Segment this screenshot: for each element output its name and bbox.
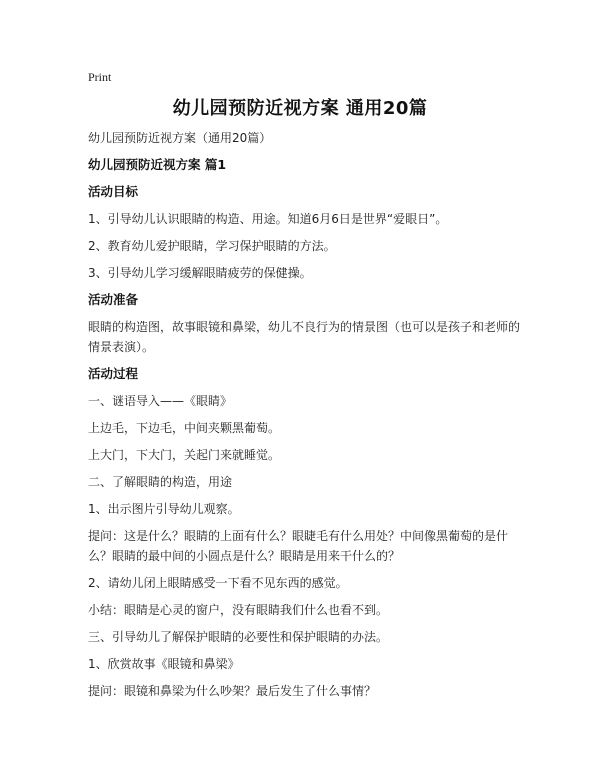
body-paragraph: 1、欣赏故事《眼镜和鼻梁》 <box>88 657 240 671</box>
subtitle-paragraph: 幼儿园预防近视方案（通用20篇） <box>88 131 272 145</box>
document-body <box>88 128 528 708</box>
body-paragraph: 上边毛，下边毛，中间夹颗黑葡萄。 <box>88 421 281 435</box>
section-heading: 活动过程 <box>88 366 139 381</box>
body-paragraph: 小结：眼睛是心灵的窗户，没有眼睛我们什么也看不到。 <box>88 603 389 617</box>
body-paragraph: 3、引导幼儿学习缓解眼睛疲劳的保健操。 <box>88 266 312 280</box>
section-heading: 活动准备 <box>88 292 139 307</box>
body-paragraph: 一、谜语导入——《眼睛》 <box>88 394 233 408</box>
body-paragraph: 2、请幼儿闭上眼睛感受一下看不见东西的感觉。 <box>88 576 348 590</box>
body-paragraph: 提问：这是什么？眼睛的上面有什么？眼睫毛有什么用处？中间像黑葡萄的是什么？眼睛的最中间的小圆点是什么？眼睛是用来干什么的？ <box>88 529 509 563</box>
body-paragraph: 提问：眼镜和鼻梁为什么吵架？最后发生了什么事情？ <box>88 684 377 698</box>
body-paragraph: 二、了解眼睛的构造，用途 <box>88 475 233 489</box>
section-heading: 幼儿园预防近视方案 篇1 <box>88 157 227 172</box>
body-paragraph: 眼睛的构造图，故事眼镜和鼻梁，幼儿不良行为的情景图（也可以是孩子和老师的情景表演）。 <box>88 320 521 354</box>
body-paragraph: 1、引导幼儿认识眼睛的构造、用途。知道6月6日是世界“爱眼日”。 <box>88 212 448 226</box>
print-link[interactable]: Print <box>88 70 112 84</box>
body-paragraph: 上大门，下大门，关起门来就睡觉。 <box>88 448 281 462</box>
section-heading: 活动目标 <box>88 184 139 199</box>
body-paragraph: 2、教育幼儿爱护眼睛，学习保护眼睛的方法。 <box>88 239 336 253</box>
document-title: 幼儿园预防近视方案 通用20篇 <box>172 98 428 119</box>
body-paragraph: 1、出示图片引导幼儿观察。 <box>88 502 240 516</box>
body-paragraph: 三、引导幼儿了解保护眼睛的必要性和保护眼睛的办法。 <box>88 630 389 644</box>
